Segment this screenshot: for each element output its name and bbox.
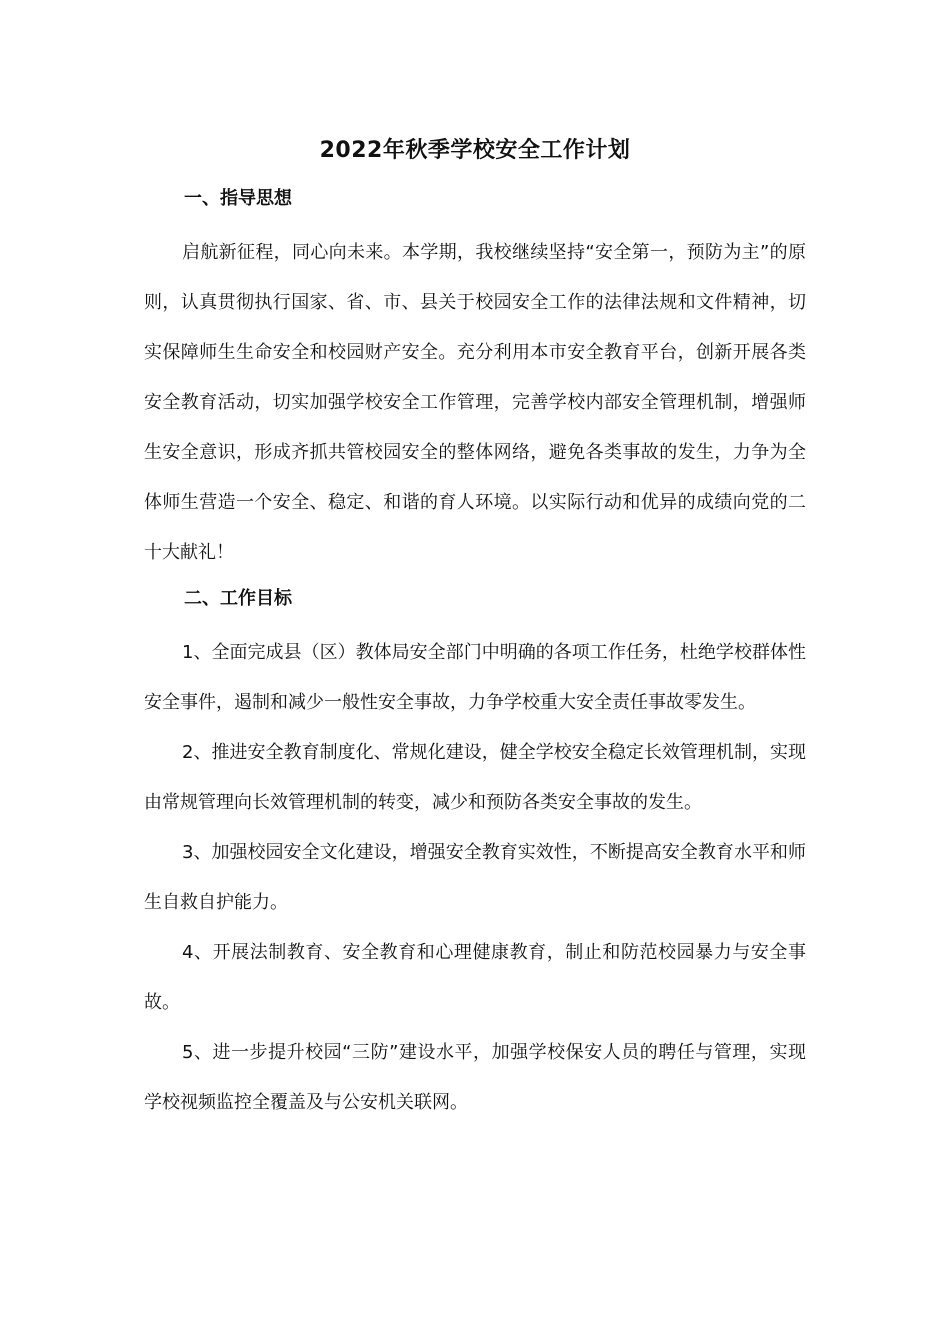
paragraph: 5、进一步提升校园“三防”建设水平，加强学校保安人员的聘任与管理，实现学校视频监控全覆盖及与公安机关联网。 xyxy=(144,1042,806,1113)
paragraph: 1、全面完成县（区）教体局安全部门中明确的各项工作任务，杜绝学校群体性安全事件，遏制和减少一般性安全事故，力争学校重大安全责任事故零发生。 xyxy=(144,642,806,713)
section-heading: 二、工作目标 xyxy=(184,588,292,609)
paragraph: 3、加强校园安全文化建设，增强安全教育实效性，不断提高安全教育水平和师生自救自护能力。 xyxy=(144,842,806,913)
document-body xyxy=(144,178,806,1128)
paragraph: 4、开展法制教育、安全教育和心理健康教育，制止和防范校园暴力与安全事故。 xyxy=(144,942,806,1013)
section-heading: 一、指导思想 xyxy=(184,188,292,209)
section-guiding-thought xyxy=(144,178,806,578)
document-title: 2022年秋季学校安全工作计划 xyxy=(319,138,631,163)
paragraph: 启航新征程，同心向未来。本学期，我校继续坚持“安全第一，预防为主”的原则，认真贯彻执行国家、省、市、县关于校园安全工作的法律法规和文件精神，切实保障师生生命安全和校园财产安全。充分利用本市安全教育平台，创新开展各类安全教育活动，切实加强学校安全工作管理，完善学校内部安全管理机制，增强师生安全意识，形成齐抓共管校园安全的整体网络，避免各类事故的发生，力争为全体师生营造一个安全、稳定、和谐的育人环境。以实际行动和优异的成绩向党的二十大献礼！ xyxy=(144,242,806,563)
section-work-goals xyxy=(144,578,806,1128)
paragraph: 2、推进安全教育制度化、常规化建设，健全学校安全稳定长效管理机制，实现由常规管理向长效管理机制的转变，减少和预防各类安全事故的发生。 xyxy=(144,742,806,813)
